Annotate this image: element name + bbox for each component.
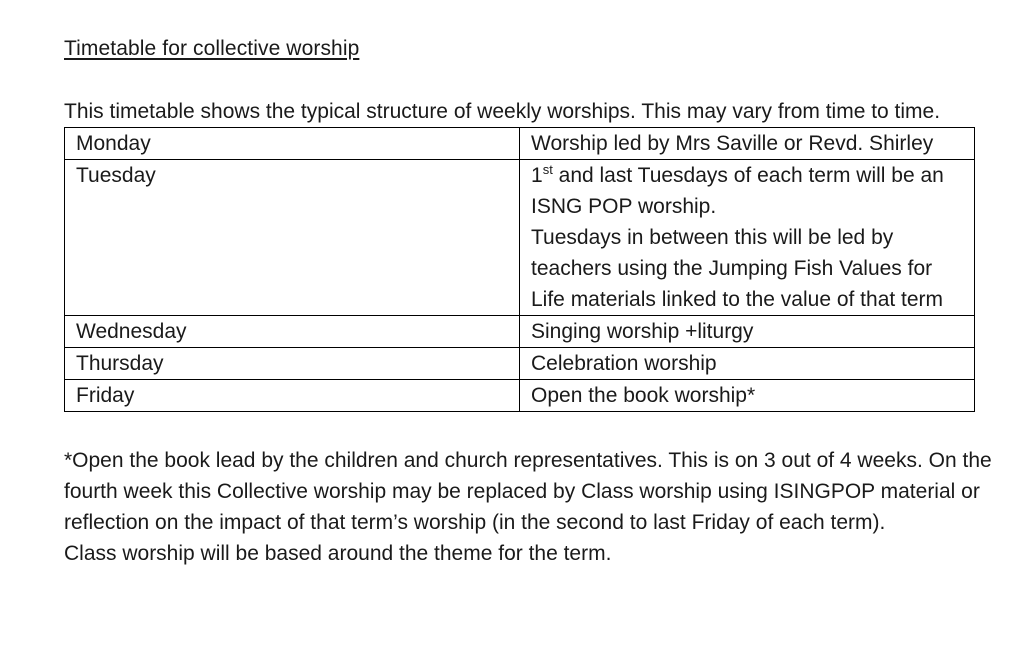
- table-row: [65, 316, 975, 348]
- document-page: [64, 34, 1014, 569]
- footer-notes: [64, 445, 1014, 569]
- worship-timetable: [64, 127, 975, 412]
- ordinal-suffix: st: [542, 162, 553, 177]
- day-cell: Thursday: [65, 348, 520, 380]
- day-cell: Wednesday: [65, 316, 520, 348]
- day-cell: Friday: [65, 380, 520, 412]
- activity-cell: Worship led by Mrs Saville or Revd. Shirley: [520, 128, 975, 160]
- ordinal-number: 1: [531, 164, 543, 187]
- table-row: [65, 128, 975, 160]
- activity-cell: [520, 160, 975, 316]
- activity-cell: Celebration worship: [520, 348, 975, 380]
- day-cell: Monday: [65, 128, 520, 160]
- page-title: Timetable for collective worship: [64, 37, 360, 60]
- activity-cell: Open the book worship*: [520, 380, 975, 412]
- footnote-paragraph: *Open the book lead by the children and church representatives. This is on 3 out of 4 weeks. On the fourth week this Collective worship may be replaced by Class worship using ISINGPOP material or reflection on the impact of that term’s worship (in the second to last Friday of each term).: [64, 449, 992, 534]
- theme-paragraph: Class worship will be based around the theme for the term.: [64, 542, 612, 565]
- table-row: [65, 348, 975, 380]
- day-cell: Tuesday: [65, 160, 520, 316]
- table-row: [65, 160, 975, 316]
- activity-text: and last Tuesdays of each term will be an ISNG POP worship.: [531, 164, 944, 218]
- intro-paragraph: This timetable shows the typical structure of weekly worships. This may vary from time to time.: [64, 100, 941, 123]
- activity-line: [531, 160, 964, 222]
- activity-line: Tuesdays in between this will be led by teachers using the Jumping Fish Values for Life materials linked to the value of that term: [531, 226, 944, 311]
- table-row: [65, 380, 975, 412]
- activity-cell: Singing worship +liturgy: [520, 316, 975, 348]
